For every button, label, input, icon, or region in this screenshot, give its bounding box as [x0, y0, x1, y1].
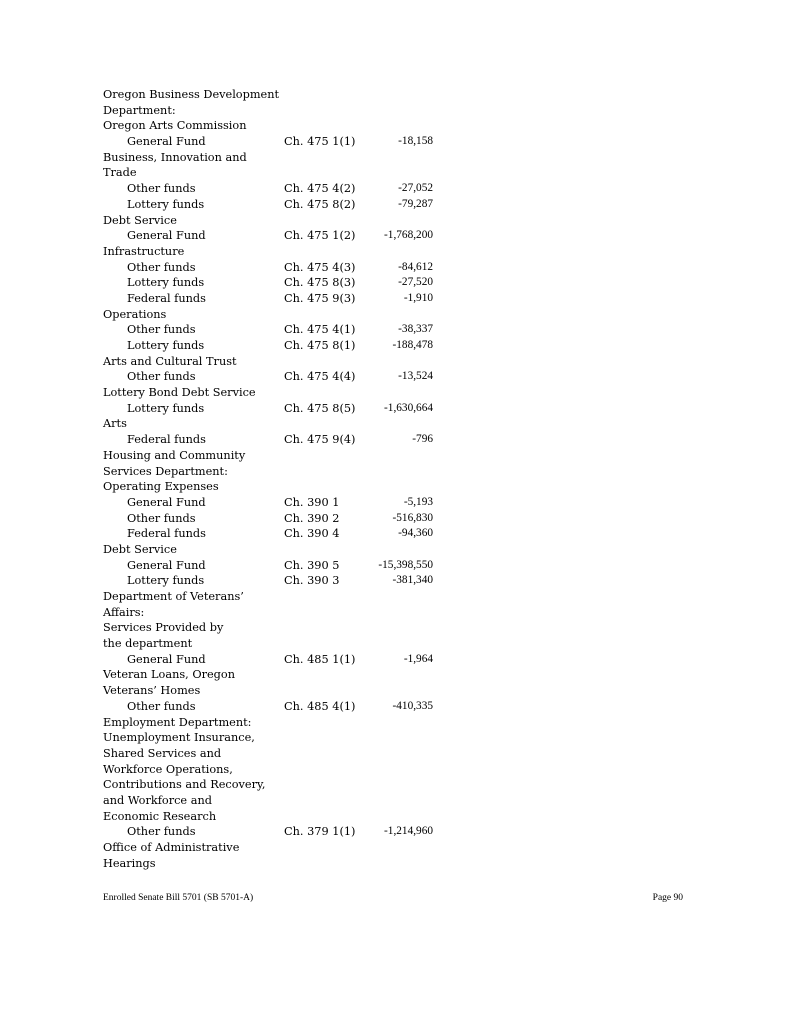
line-label: Employment Department: — [103, 715, 252, 729]
fund-line — [103, 526, 463, 542]
chapter-reference: Ch. 475 9(4) — [284, 433, 356, 447]
line-label: Other funds — [127, 699, 196, 713]
chapter-reference: Ch. 475 9(3) — [284, 291, 356, 305]
line-label: Contributions and Recovery, — [103, 778, 266, 792]
line-label: General Fund — [127, 558, 206, 572]
amount-value: -1,910 — [403, 291, 433, 304]
heading-line — [103, 605, 463, 621]
heading-line — [103, 542, 463, 558]
fund-line — [103, 197, 463, 213]
amount-value: -410,335 — [392, 699, 433, 712]
line-label: Arts and Cultural Trust — [103, 354, 237, 368]
line-label: Debt Service — [103, 542, 177, 556]
line-label: Other funds — [127, 260, 196, 274]
heading-line — [103, 683, 463, 699]
heading-line — [103, 244, 463, 260]
amount-value: -796 — [412, 433, 433, 446]
heading-line — [103, 165, 463, 181]
line-label: Services Department: — [103, 464, 228, 478]
line-label: Department of Veterans’ — [103, 590, 244, 603]
heading-line — [103, 479, 463, 495]
line-label: Department: — [103, 103, 176, 117]
chapter-reference: Ch. 475 4(3) — [284, 260, 356, 274]
heading-line — [103, 777, 463, 793]
amount-value: -38,337 — [398, 323, 433, 336]
amount-value: -84,612 — [398, 260, 433, 273]
fund-line — [103, 558, 463, 574]
fund-line — [103, 134, 463, 150]
footer-page-number: Page 90 — [652, 893, 683, 903]
fund-line — [103, 699, 463, 715]
heading-line — [103, 730, 463, 746]
chapter-reference: Ch. 475 8(2) — [284, 197, 356, 211]
amount-value: -27,520 — [398, 276, 433, 289]
chapter-reference: Ch. 390 1 — [284, 495, 340, 509]
line-label: Other funds — [127, 323, 196, 337]
line-label: Affairs: — [103, 605, 145, 619]
line-label: General Fund — [127, 495, 206, 509]
line-label: Veterans’ Homes — [103, 684, 201, 698]
fund-line — [103, 401, 463, 417]
amount-value: -1,214,960 — [384, 825, 433, 838]
fund-line — [103, 291, 463, 307]
chapter-reference: Ch. 475 4(2) — [284, 182, 356, 196]
line-label: Other funds — [127, 370, 196, 384]
line-label: Federal funds — [127, 291, 206, 305]
heading-line — [103, 636, 463, 652]
heading-line — [103, 118, 463, 134]
chapter-reference: Ch. 475 8(3) — [284, 276, 356, 290]
footer-bill-name: Enrolled Senate Bill 5701 (SB 5701-A) — [103, 893, 254, 903]
chapter-reference: Ch. 475 8(5) — [284, 401, 356, 415]
heading-line — [103, 715, 463, 731]
heading-line — [103, 667, 463, 683]
fund-line — [103, 652, 463, 668]
chapter-reference: Ch. 390 2 — [284, 511, 340, 525]
chapter-reference: Ch. 390 3 — [284, 574, 340, 588]
line-label: Hearings — [103, 856, 156, 870]
chapter-reference: Ch. 485 4(1) — [284, 699, 356, 713]
fund-line — [103, 511, 463, 527]
line-label: Arts — [103, 417, 127, 431]
line-label: General Fund — [127, 652, 206, 666]
line-label: Federal funds — [127, 433, 206, 447]
line-label: Other funds — [127, 825, 196, 839]
chapter-reference: Ch. 475 1(1) — [284, 135, 356, 149]
amount-value: -1,768,200 — [384, 229, 433, 242]
line-label: Operations — [103, 307, 167, 321]
line-label: Debt Service — [103, 213, 177, 227]
heading-line — [103, 213, 463, 229]
heading-line — [103, 354, 463, 370]
chapter-reference: Ch. 390 5 — [284, 558, 340, 572]
fund-line — [103, 495, 463, 511]
heading-line — [103, 840, 463, 856]
line-label: Lottery funds — [127, 197, 205, 211]
line-label: the department — [103, 637, 193, 651]
fund-line — [103, 573, 463, 589]
line-label: Lottery funds — [127, 401, 205, 415]
fund-line — [103, 432, 463, 448]
heading-line — [103, 150, 463, 166]
amount-value: -188,478 — [392, 339, 433, 351]
amount-value: -5,193 — [403, 495, 433, 508]
chapter-reference: Ch. 485 1(1) — [284, 652, 356, 666]
heading-line — [103, 793, 463, 809]
fund-line — [103, 338, 463, 354]
line-label: Lottery funds — [127, 276, 205, 290]
heading-line — [103, 809, 463, 825]
line-label: Office of Administrative — [103, 841, 240, 854]
line-label: Lottery funds — [127, 574, 205, 588]
heading-line — [103, 856, 463, 872]
fund-line — [103, 824, 463, 840]
line-label: Housing and Community — [103, 448, 246, 462]
fund-line — [103, 181, 463, 197]
line-label: Infrastructure — [103, 244, 185, 258]
line-label: Workforce Operations, — [103, 762, 233, 776]
line-label: Federal funds — [127, 527, 206, 541]
chapter-reference: Ch. 390 4 — [284, 527, 340, 541]
amount-value: -1,964 — [403, 652, 433, 665]
appropriation-table — [103, 87, 463, 871]
chapter-reference: Ch. 475 1(2) — [284, 229, 356, 243]
heading-line — [103, 87, 463, 103]
line-label: Oregon Business Development — [103, 88, 280, 101]
chapter-reference: Ch. 475 4(1) — [284, 323, 356, 337]
line-label: Trade — [103, 166, 137, 180]
heading-line — [103, 307, 463, 323]
amount-value: -27,052 — [398, 182, 433, 195]
line-label: General Fund — [127, 229, 206, 243]
line-label: Economic Research — [103, 809, 217, 823]
line-label: Business, Innovation and — [103, 150, 247, 164]
heading-line — [103, 416, 463, 432]
chapter-reference: Ch. 379 1(1) — [284, 825, 356, 839]
chapter-reference: Ch. 475 4(4) — [284, 370, 356, 384]
fund-line — [103, 228, 463, 244]
amount-value: -18,158 — [398, 135, 433, 148]
line-label: Lottery funds — [127, 339, 205, 352]
line-label: and Workforce and — [103, 793, 212, 807]
heading-line — [103, 464, 463, 480]
amount-value: -94,360 — [398, 527, 433, 540]
line-label: Unemployment Insurance, — [103, 731, 255, 745]
heading-line — [103, 746, 463, 762]
line-label: Shared Services and — [103, 746, 222, 760]
line-label: Lottery Bond Debt Service — [103, 386, 256, 400]
heading-line — [103, 385, 463, 401]
fund-line — [103, 275, 463, 291]
amount-value: -13,524 — [398, 370, 433, 383]
line-label: Other funds — [127, 182, 196, 196]
amount-value: -79,287 — [398, 197, 433, 210]
line-label: General Fund — [127, 135, 206, 149]
heading-line — [103, 762, 463, 778]
heading-line — [103, 103, 463, 119]
line-label: Operating Expenses — [103, 480, 219, 494]
fund-line — [103, 369, 463, 385]
amount-value: -1,630,664 — [384, 401, 433, 414]
line-label: Other funds — [127, 511, 196, 525]
heading-line — [103, 589, 463, 605]
heading-line — [103, 448, 463, 464]
fund-line — [103, 322, 463, 338]
amount-value: -516,830 — [392, 511, 433, 524]
line-label: Services Provided by — [103, 621, 224, 635]
heading-line — [103, 620, 463, 636]
line-label: Veteran Loans, Oregon — [103, 668, 235, 682]
amount-value: -381,340 — [392, 574, 433, 587]
amount-value: -15,398,550 — [378, 558, 433, 571]
chapter-reference: Ch. 475 8(1) — [284, 339, 356, 352]
fund-line — [103, 260, 463, 276]
line-label: Oregon Arts Commission — [103, 119, 247, 133]
